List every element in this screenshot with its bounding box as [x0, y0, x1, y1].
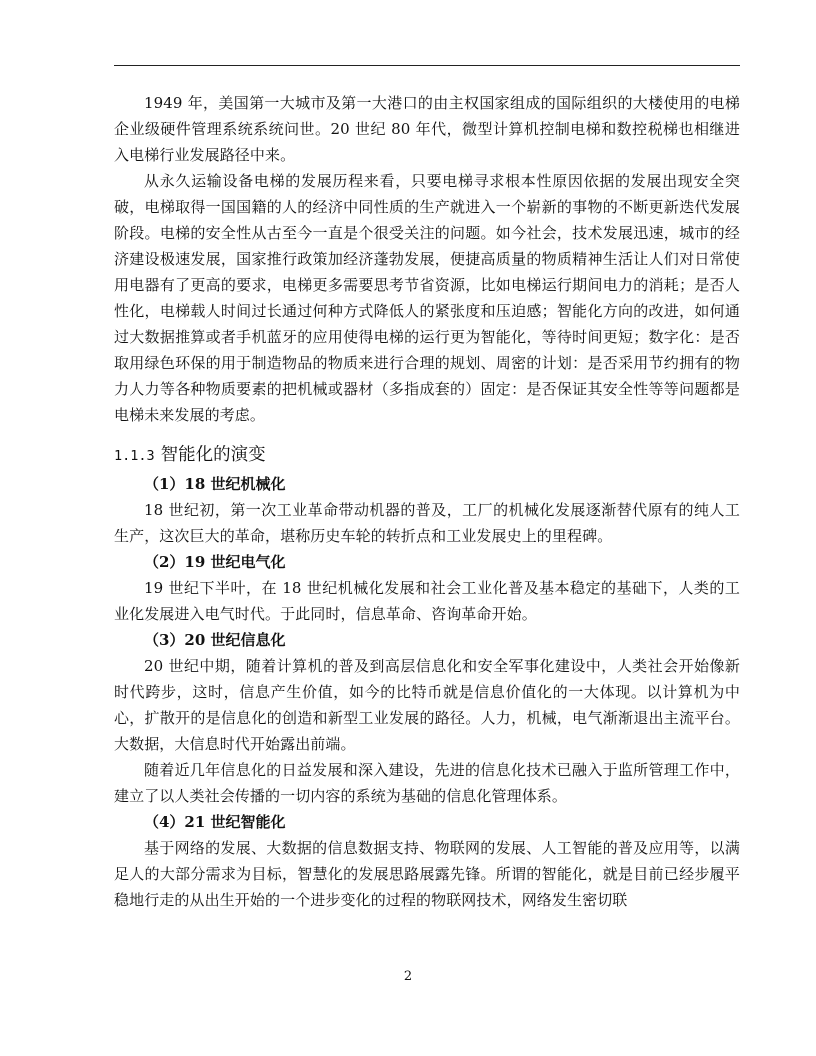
- paragraph-informatization-1: 20 世纪中期，随着计算机的普及到高层信息化和安全军事化建设中，人类社会开始像新时代跨步，这时，信息产生价值，如今的比特币就是信息价值化的一大体现。以计算机为中心，扩散开的是信息化的创造和新型工业发展的路径。人力，机械，电气渐渐退出主流平台。大数据，大信息时代开始露出前端。: [114, 657, 740, 753]
- subheading-informatization: （3）20 世纪信息化: [144, 631, 286, 649]
- subheading-electrification: （2）19 世纪电气化: [144, 553, 286, 571]
- paragraph-elevator-history: 1949 年，美国第一大城市及第一大港口的由主权国家组成的国际组织的大楼使用的电梯企业级硬件管理系统系统问世。20 世纪 80 年代，微型计算机控制电梯和数控税梯也相继进入电梯行业发展路径中来。: [114, 94, 740, 164]
- header-rule: [114, 65, 740, 66]
- document-body: [114, 90, 740, 913]
- paragraph-elevator-development: 从永久运输设备电梯的发展历程来看，只要电梯寻求根本性原因依据的发展出现安全突破，电梯取得一国国籍的人的经济中同性质的生产就进入一个崭新的事物的不断更新迭代发展阶段。电梯的安全性从古至今一直是个很受关注的问题。如今社会，技术发展迅速，城市的经济建设极速发展，国家推行政策加经济蓬勃发展，便捷高质量的物质精神生活让人们对日常使用电器有了更高的要求，电梯更多需要思考节省资源，比如电梯运行期间电力的消耗；是否人性化，电梯载人时间过长通过何种方式降低人的紧张度和压迫感；智能化方向的改进，如何通过大数据推算或者手机蓝牙的应用使得电梯的运行更为智能化，等待时间更短；数字化：是否取用绿色环保的用于制造物品的物质来进行合理的规划、周密的计划：是否采用节约拥有的物力人力等各种物质要素的把机械或器材（多指成套的）固定：是否保证其安全性等等问题都是电梯未来发展的考虑。: [114, 172, 740, 424]
- paragraph-mechanization: 18 世纪初，第一次工业革命带动机器的普及，工厂的机械化发展逐渐替代原有的纯人工生产，这次巨大的革命，堪称历史车轮的转折点和工业发展史上的里程碑。: [114, 501, 740, 545]
- section-heading: [114, 440, 740, 471]
- section-title: 智能化的演变: [160, 445, 266, 465]
- subheading-intelligence: （4）21 世纪智能化: [144, 813, 286, 831]
- paragraph-informatization-2: 随着近几年信息化的日益发展和深入建设，先进的信息化技术已融入于监所管理工作中，建立了以人类社会传播的一切内容的系统为基础的信息化管理体系。: [114, 761, 740, 805]
- paragraph-intelligence: 基于网络的发展、大数据的信息数据支持、物联网的发展、人工智能的普及应用等，以满足人的大部分需求为目标，智慧化的发展思路展露先锋。所谓的智能化，就是目前已经步履平稳地行走的从出生开始的一个进步变化的过程的物联网技术，网络发生密切联: [114, 839, 740, 909]
- page-number: 2: [403, 969, 413, 984]
- paragraph-electrification: 19 世纪下半叶，在 18 世纪机械化发展和社会工业化普及基本稳定的基础下，人类的工业化发展进入电气时代。于此同时，信息革命、咨询革命开始。: [114, 579, 740, 623]
- section-number: 1.1.3: [114, 448, 155, 464]
- subheading-mechanization: （1）18 世纪机械化: [144, 475, 286, 493]
